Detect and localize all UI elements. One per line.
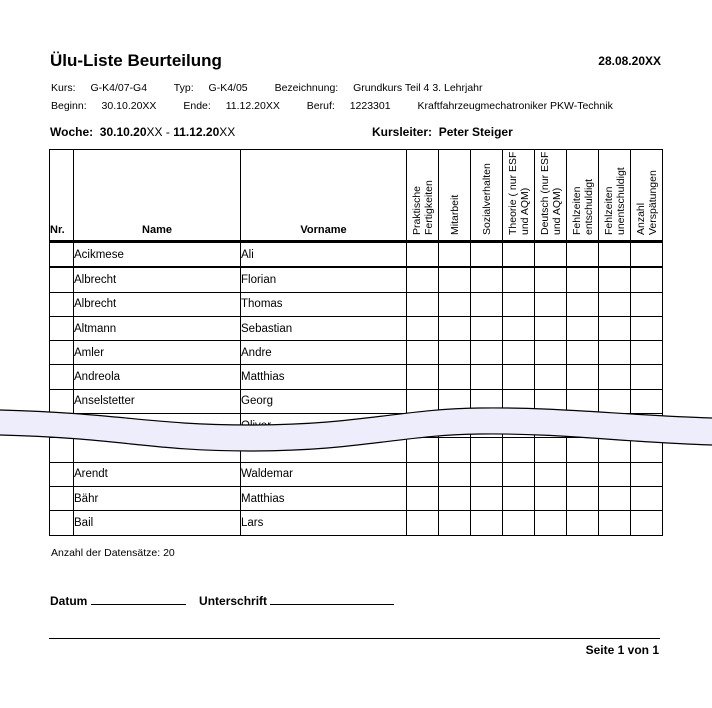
cell-criterion: [407, 292, 439, 316]
table-row: [50, 341, 663, 365]
cell-criterion: [471, 511, 503, 535]
evaluation-table: [49, 149, 663, 536]
cell-nr: [50, 242, 74, 268]
cell-criterion: [503, 511, 535, 535]
header-criterion: Deutsch (nur ESF und AQM): [535, 150, 567, 242]
cell-criterion: [471, 341, 503, 365]
cell-criterion: [567, 486, 599, 510]
table-row: [50, 365, 663, 389]
cell-vorname: Lars: [241, 511, 407, 535]
table-row: [50, 267, 663, 292]
cell-criterion: [407, 242, 439, 268]
table-header-row: [50, 150, 663, 242]
cell-criterion: [471, 267, 503, 292]
cell-criterion: [407, 511, 439, 535]
type-field: Typ: G-K4/05: [173, 82, 248, 94]
cell-vorname: Thomas: [241, 292, 407, 316]
header-nr: Nr.: [50, 150, 74, 242]
cell-criterion: [471, 365, 503, 389]
cell-criterion: [407, 365, 439, 389]
page-number: Seite 1 von 1: [585, 643, 659, 657]
cell-name: Andreola: [74, 365, 241, 389]
begin-field: Beginn: 30.10.20XX: [51, 100, 157, 112]
end-field: Ende: 11.12.20XX: [183, 100, 280, 112]
cell-criterion: [567, 462, 599, 486]
cell-criterion: [567, 267, 599, 292]
header-criterion: Theorie ( nur ESF und AQM): [503, 150, 535, 242]
cell-criterion: [503, 462, 535, 486]
header-criterion: Anzahl Verspätungen: [631, 150, 663, 242]
cell-criterion: [535, 242, 567, 268]
date-label: Datum: [50, 594, 88, 608]
cell-nr: [50, 316, 74, 340]
cell-criterion: [439, 316, 471, 340]
cell-vorname: Matthias: [241, 486, 407, 510]
table-row: [50, 316, 663, 340]
cell-name: Anselstetter: [74, 389, 241, 413]
cell-criterion: [631, 365, 663, 389]
table-row: [50, 486, 663, 510]
cell-criterion: [631, 511, 663, 535]
cell-criterion: [471, 462, 503, 486]
cell-criterion: [503, 486, 535, 510]
print-date: 28.08.20XX: [598, 54, 661, 68]
report-title: Ülu-Liste Beurteilung: [50, 51, 222, 70]
cell-name: Altmann: [74, 316, 241, 340]
cell-criterion: [535, 486, 567, 510]
cell-criterion: [471, 486, 503, 510]
cell-vorname: Matthias: [241, 365, 407, 389]
cell-criterion: [599, 316, 631, 340]
cell-criterion: [599, 341, 631, 365]
cell-criterion: [535, 462, 567, 486]
cell-criterion: [407, 486, 439, 510]
header-name: Name: [74, 150, 241, 242]
cell-name: Bail: [74, 511, 241, 535]
header-criterion: Mitarbeit: [439, 150, 471, 242]
cell-name: Albrecht: [74, 292, 241, 316]
table-row: [50, 462, 663, 486]
signature-line: [270, 593, 394, 605]
course-info-line-2: [51, 100, 625, 112]
cell-criterion: [407, 462, 439, 486]
cell-criterion: [439, 292, 471, 316]
cell-criterion: [503, 365, 535, 389]
cell-nr: [50, 292, 74, 316]
week-end: 11.12.20XX: [173, 125, 236, 139]
table-row: [50, 242, 663, 268]
table-row: [50, 511, 663, 535]
cell-criterion: [439, 462, 471, 486]
page-tear-divider: [0, 405, 712, 463]
cell-criterion: [631, 316, 663, 340]
designation-field: Bezeichnung: Grundkurs Teil 4 3. Lehrjahr: [274, 82, 483, 94]
signature-label: Unterschrift: [199, 594, 268, 608]
header-vorname: Vorname: [241, 150, 407, 242]
profession-field: Beruf: 1223301: [306, 100, 391, 112]
cell-criterion: [471, 316, 503, 340]
cell-criterion: [535, 292, 567, 316]
cell-name: Bähr: [74, 486, 241, 510]
cell-criterion: [567, 316, 599, 340]
cell-criterion: [631, 486, 663, 510]
cell-criterion: [439, 486, 471, 510]
cell-criterion: [599, 292, 631, 316]
cell-criterion: [567, 242, 599, 268]
cell-criterion: [567, 365, 599, 389]
date-line: [91, 593, 186, 605]
cell-criterion: [503, 341, 535, 365]
cell-criterion: [471, 242, 503, 268]
cell-vorname: Andre: [241, 341, 407, 365]
cell-criterion: [535, 365, 567, 389]
cell-vorname: Florian: [241, 267, 407, 292]
cell-criterion: [407, 316, 439, 340]
cell-criterion: [535, 341, 567, 365]
cell-criterion: [599, 486, 631, 510]
cell-criterion: [439, 267, 471, 292]
header-criterion: Praktische Fertigkeiten: [407, 150, 439, 242]
cell-criterion: [631, 341, 663, 365]
cell-vorname: Sebastian: [241, 316, 407, 340]
cell-criterion: [439, 242, 471, 268]
cell-criterion: [471, 292, 503, 316]
cell-nr: [50, 486, 74, 510]
profession-name: Kraftfahrzeugmechatroniker PKW-Technik: [417, 100, 613, 112]
cell-vorname: Ali: [241, 242, 407, 268]
week-start: 30.10.20XX: [99, 125, 163, 139]
cell-vorname: Waldemar: [241, 462, 407, 486]
cell-criterion: [567, 341, 599, 365]
cell-criterion: [567, 292, 599, 316]
course-field: Kurs: G-K4/07-G4: [51, 82, 148, 94]
cell-criterion: [503, 242, 535, 268]
cell-criterion: [535, 316, 567, 340]
course-leader: Kursleiter: Peter Steiger: [372, 125, 513, 139]
cell-criterion: [631, 242, 663, 268]
cell-criterion: [535, 267, 567, 292]
cell-criterion: [439, 365, 471, 389]
cell-nr: [50, 267, 74, 292]
cell-criterion: [631, 462, 663, 486]
cell-criterion: [503, 316, 535, 340]
cell-criterion: [599, 365, 631, 389]
course-info-line-1: [51, 82, 507, 94]
cell-name: Arendt: [74, 462, 241, 486]
cell-criterion: [599, 511, 631, 535]
cell-name: Amler: [74, 341, 241, 365]
table-row: [50, 292, 663, 316]
cell-name: Albrecht: [74, 267, 241, 292]
cell-criterion: [599, 242, 631, 268]
cell-criterion: [567, 511, 599, 535]
footer-divider: [49, 638, 660, 639]
cell-nr: [50, 341, 74, 365]
header-criterion: Fehlzeiten unentschuldigt: [599, 150, 631, 242]
cell-criterion: [407, 267, 439, 292]
cell-nr: [50, 365, 74, 389]
cell-vorname: Georg: [241, 389, 407, 413]
cell-criterion: [503, 292, 535, 316]
cell-criterion: [631, 292, 663, 316]
cell-name: Acikmese: [74, 242, 241, 268]
header-criterion: Fehlzeiten entschuldigt: [567, 150, 599, 242]
cell-criterion: [631, 267, 663, 292]
cell-criterion: [535, 511, 567, 535]
cell-nr: [50, 511, 74, 535]
cell-criterion: [407, 341, 439, 365]
header-criterion: Sozialverhalten: [471, 150, 503, 242]
signature-block: [50, 593, 394, 608]
cell-nr: [50, 462, 74, 486]
week-range: Woche: 30.10.20XX - 11.12.20XX: [50, 125, 236, 139]
cell-criterion: [599, 462, 631, 486]
cell-criterion: [439, 511, 471, 535]
record-count: Anzahl der Datensätze: 20: [51, 547, 175, 559]
cell-criterion: [503, 267, 535, 292]
cell-criterion: [599, 267, 631, 292]
cell-criterion: [439, 341, 471, 365]
